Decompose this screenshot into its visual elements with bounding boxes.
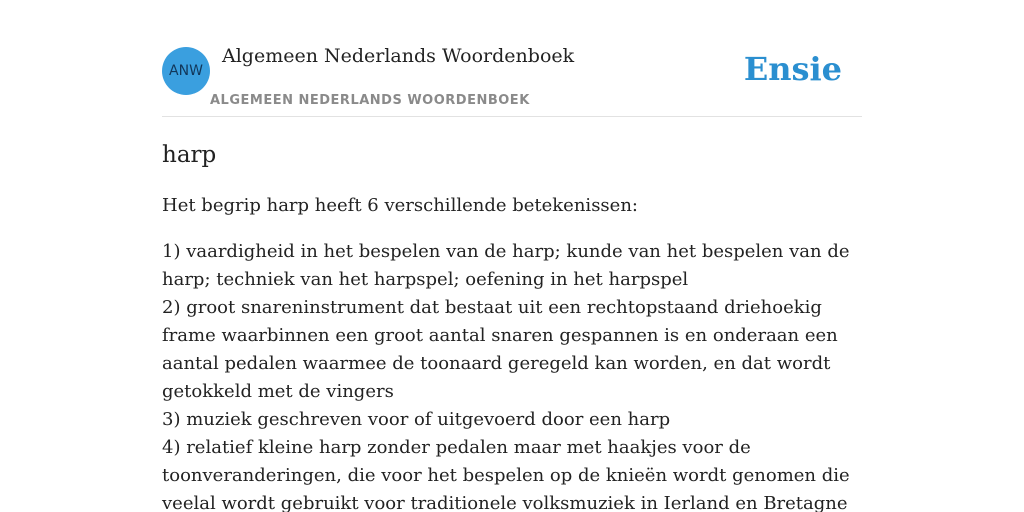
source-title[interactable]: Algemeen Nederlands Woordenboek — [222, 45, 575, 67]
meaning-item: 4) relatief kleine harp zonder pedalen maar met haakjes voor de toonveranderingen, die voor het bespelen op de knieën wordt genomen die veelal wordt gebruikt voor traditionele volksmuziek in Ierland en Bretagne — [162, 437, 850, 512]
source-subtitle: ALGEMEEN NEDERLANDS WOORDENBOEK — [210, 93, 530, 108]
entry-word: harp — [162, 142, 217, 168]
source-header — [162, 0, 862, 117]
meaning-item: 2) groot snareninstrument dat bestaat uit een rechtopstaand driehoekig frame waarbinnen een groot aantal snaren gespannen is en onderaan een aantal pedalen waarmee de toonaard geregeld kan worden, en dat wordt getokkeld met de vingers — [162, 297, 838, 402]
meanings-list — [162, 238, 862, 512]
entry-content — [162, 140, 862, 512]
meaning-item: 1) vaardigheid in het bespelen van de harp; kunde van het bespelen van de harp; techniek van het harpspel; oefening in het harpspel — [162, 241, 850, 290]
entry-intro: Het begrip harp heeft 6 verschillende betekenissen: — [162, 195, 638, 216]
source-logo[interactable]: ANW — [162, 47, 210, 95]
brand-logo[interactable]: Ensie — [743, 50, 842, 88]
meaning-item: 3) muziek geschreven voor of uitgevoerd door een harp — [162, 409, 671, 430]
